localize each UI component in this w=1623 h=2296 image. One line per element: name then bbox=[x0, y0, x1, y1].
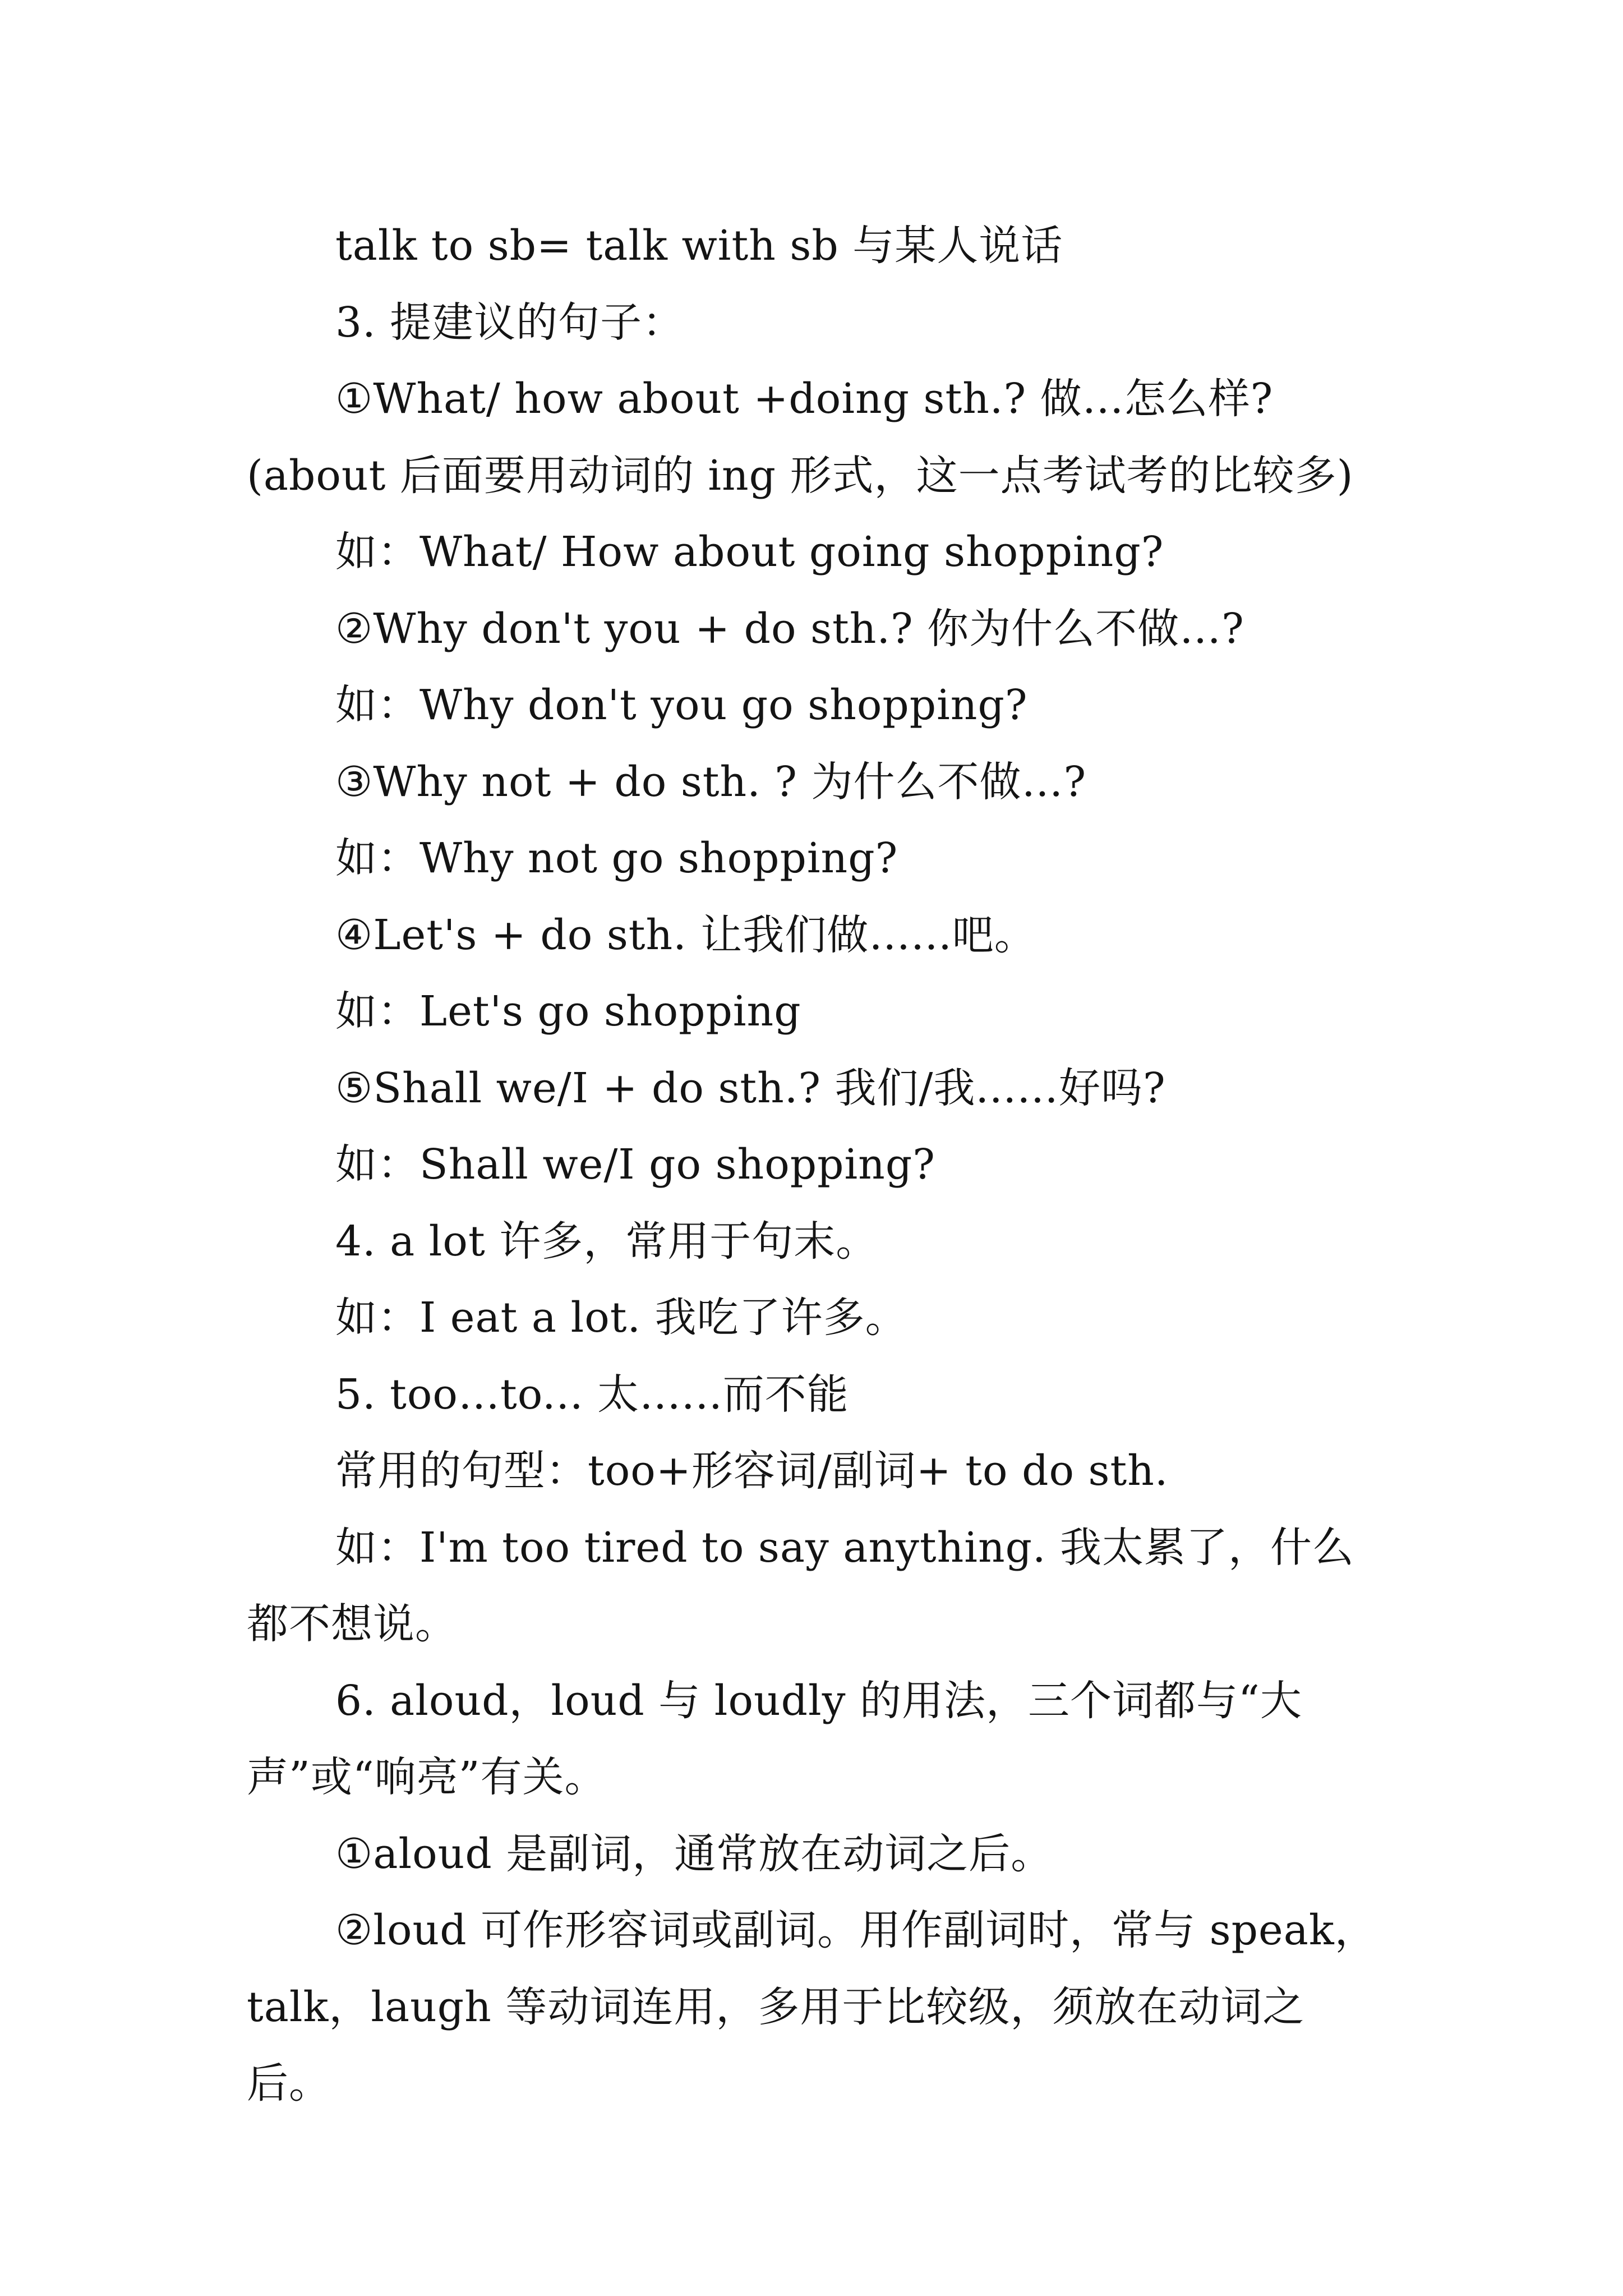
rule-what-about: ①What/ how about +doing sth.? 做…怎么样?(about 后面要用动词的 ing 形式，这一点考试考的比较多) bbox=[247, 375, 1354, 500]
rule-aloud: ①aloud 是副词，通常放在动词之后。 bbox=[335, 1829, 1053, 1878]
heading-too-to: 5. too…to... 太…...而不能 bbox=[335, 1370, 849, 1419]
example-shall-we: 如：Shall we/I go shopping? bbox=[335, 1140, 935, 1189]
example-what-about: 如：What/ How about going shopping? bbox=[335, 528, 1164, 576]
example-a-lot: 如：I eat a lot. 我吃了许多。 bbox=[335, 1294, 907, 1342]
heading-aloud-loud-loudly: 6. aloud，loud 与 loudly 的用法，三个词都与“大声”或“响亮”有关。 bbox=[247, 1676, 1302, 1801]
rule-why-not: ③Why not + do sth. ? 为什么不做…? bbox=[335, 757, 1087, 806]
heading-suggestions: 3. 提建议的句子： bbox=[335, 298, 685, 347]
example-why-not: 如：Why not go shopping? bbox=[335, 834, 898, 882]
document-body bbox=[247, 208, 1385, 2122]
rule-lets: ④Let's + do sth. 让我们做…...吧。 bbox=[335, 910, 1036, 959]
example-lets: 如：Let's go shopping bbox=[335, 987, 801, 1036]
rule-loud: ②loud 可作形容词或副词。用作副词时，常与 speak，talk，laugh 等动词连用，多用于比较级，须放在动词之后。 bbox=[247, 1906, 1377, 2108]
rule-why-dont-you: ②Why don't you + do sth.? 你为什么不做…? bbox=[335, 604, 1244, 653]
rule-shall-we: ⑤Shall we/I + do sth.? 我们/我...…好吗? bbox=[335, 1064, 1166, 1112]
text-line-talk-to: talk to sb= talk with sb 与某人说话 bbox=[335, 222, 1063, 270]
example-why-dont-you: 如：Why don't you go shopping? bbox=[335, 681, 1028, 729]
heading-a-lot: 4. a lot 许多，常用于句末。 bbox=[335, 1217, 878, 1266]
pattern-too-to: 常用的句型：too+形容词/副词+ to do sth. bbox=[335, 1447, 1169, 1495]
example-too-to: 如：I'm too tired to say anything. 我太累了，什么都不想说。 bbox=[247, 1523, 1355, 1648]
